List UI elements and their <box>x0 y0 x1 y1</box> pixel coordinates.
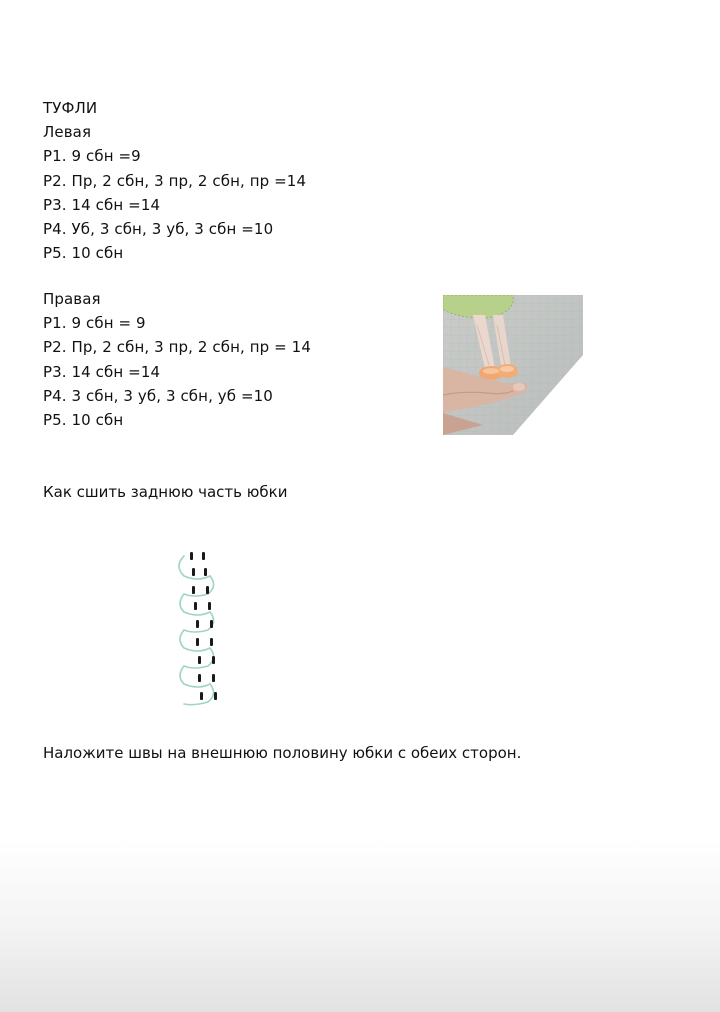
doll-shoes-photo <box>443 295 583 435</box>
shoes-title: ТУФЛИ <box>43 99 98 117</box>
right-shoe-label: Правая <box>43 290 101 308</box>
right-shoe-section <box>43 287 311 432</box>
left-row-2: Р2. Пр, 2 сбн, 3 пр, 2 сбн, пр =14 <box>43 171 307 190</box>
left-row-1: Р1. 9 сбн =9 <box>43 147 141 166</box>
right-row-5: Р5. 10 сбн <box>43 411 124 430</box>
left-shoe-label: Левая <box>43 123 92 142</box>
left-row-5: Р5. 10 сбн <box>43 244 124 263</box>
right-row-3: Р3. 14 сбн =14 <box>43 362 161 381</box>
left-row-4: Р4. Уб, 3 сбн, 3 уб, 3 сбн =10 <box>43 220 274 239</box>
right-row-2: Р2. Пр, 2 сбн, 3 пр, 2 сбн, пр = 14 <box>43 338 311 357</box>
skirt-sewing-note: Наложите швы на внешнюю половину юбки с обеих сторон. <box>43 744 522 762</box>
skirt-sewing-heading: Как сшить заднюю часть юбки <box>43 483 288 501</box>
left-shoe-section <box>43 96 306 265</box>
right-row-4: Р4. 3 сбн, 3 уб, 3 сбн, уб =10 <box>43 386 273 405</box>
skirt-sewing-diagram <box>170 546 230 716</box>
right-row-1: Р1. 9 сбн = 9 <box>43 314 146 333</box>
left-row-3: Р3. 14 сбн =14 <box>43 195 161 214</box>
